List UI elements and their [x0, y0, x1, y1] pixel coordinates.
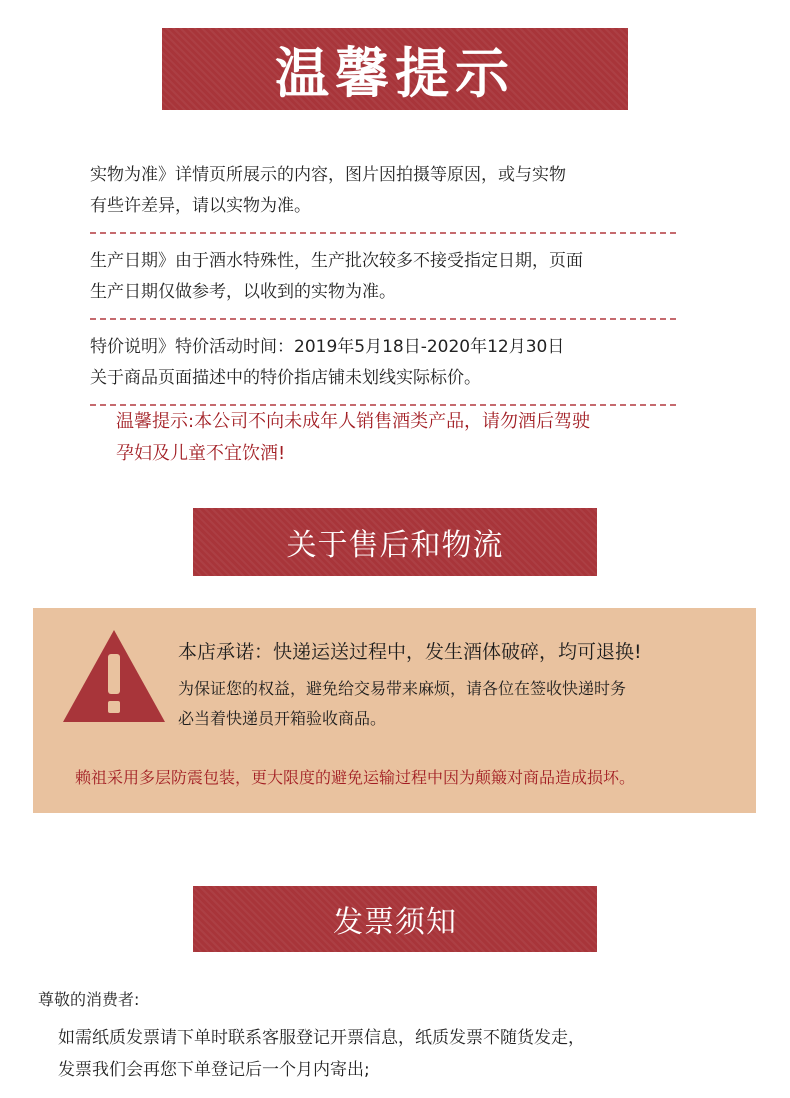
promise-body-line: 为保证您的权益，避免给交易带来麻烦，请各位在签收快递时务 [178, 679, 627, 698]
invoice-title: 发票须知 [333, 905, 457, 940]
promise-body-line: 必当着快递员开箱验收商品。 [178, 709, 387, 728]
warning-line: 温馨提示:本公司不向未成年人销售酒类产品，请勿酒后驾驶 [116, 411, 591, 432]
aftersale-banner [193, 508, 597, 576]
alcohol-warning [116, 406, 716, 470]
note-item [90, 160, 676, 234]
note-item [90, 326, 676, 406]
promise-body [178, 674, 748, 734]
note-item [90, 240, 676, 320]
aftersale-title: 关于售后和物流 [286, 528, 504, 563]
main-title: 温馨提示 [275, 41, 515, 105]
invoice-line: 发票我们会再您下单登记后一个月内寄出; [58, 1060, 370, 1080]
note-line: 生产日期》由于酒水特殊性，生产批次较多不接受指定日期，页面 [90, 251, 583, 271]
invoice-line: 如需纸质发票请下单时联系客服登记开票信息，纸质发票不随货发走， [58, 1028, 585, 1048]
invoice-greeting: 尊敬的消费者: [38, 990, 140, 1009]
packaging-note: 赖祖采用多层防震包装，更大限度的避免运输过程中因为颠簸对商品造成损坏。 [75, 768, 636, 787]
warning-line: 孕妇及儿童不宜饮酒! [116, 443, 286, 464]
note-line: 关于商品页面描述中的特价指店铺未划线实际标价。 [90, 368, 481, 388]
note-line: 特价说明》特价活动时间：2019年5月18日-2020年12月30日 [90, 337, 565, 357]
promise-text [178, 638, 748, 734]
main-title-banner [162, 28, 628, 110]
invoice-notice [38, 988, 758, 1086]
note-line: 生产日期仅做参考，以收到的实物为准。 [90, 282, 396, 302]
aftersale-promise-box [33, 608, 756, 813]
note-line: 有些许差异，请以实物为准。 [90, 196, 311, 216]
invoice-banner [193, 886, 597, 952]
note-line: 实物为准》详情页所展示的内容，图片因拍摄等原因，或与实物 [90, 165, 566, 185]
warning-triangle-icon [61, 628, 167, 724]
notes-list [90, 160, 676, 406]
promise-statement: 本店承诺：快递运送过程中，发生酒体破碎，均可退换! [178, 641, 642, 663]
